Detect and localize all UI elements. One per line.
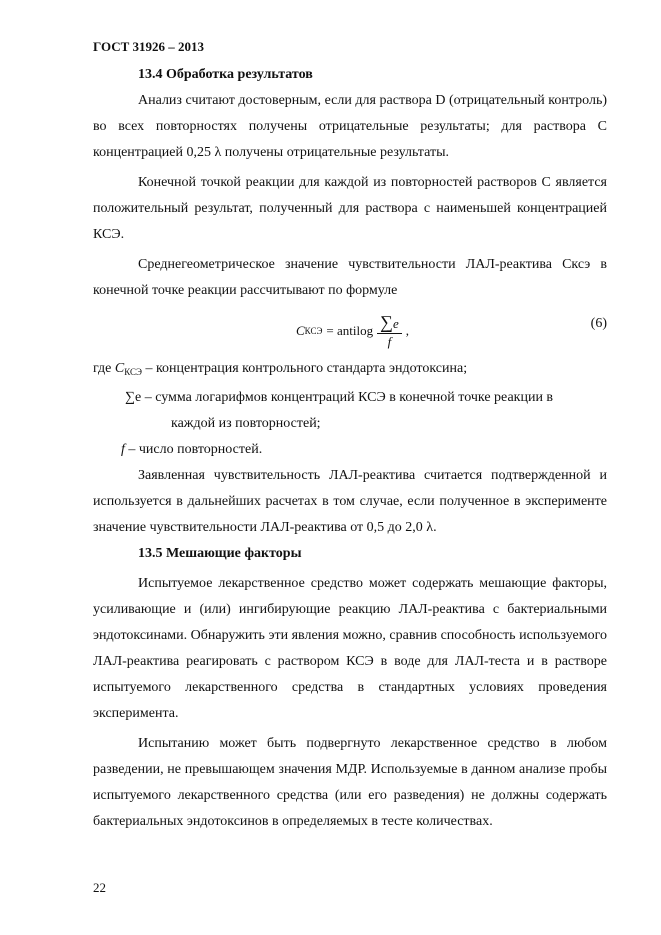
formula-6 [93,304,607,356]
paragraph: Среднегеометрическое значение чувствительности ЛАЛ-реактива Cксэ в конечной точке реакции рассчитывают по формуле [93,257,607,298]
definition-f [93,437,607,463]
formula-expression [296,312,409,350]
paragraph: Испытанию может быть подвергнуто лекарственное средство в любом разведении, не превышающем значения МДР. Используемые в данном анализе пробы испытуемого лекарственного средства (или его разведения) не должны содержать бактериальных эндотоксинов в определяемых в тесте количествах. [93,736,607,829]
definition-symbol: C [114,361,125,376]
formula-antilog: = antilog [326,323,374,338]
page-number: 22 [93,880,106,895]
definition-c-kse [93,356,607,385]
section-heading-13-4: 13.4 Обработка результатов [138,67,313,82]
definition-symbol: f [121,442,125,457]
definition-sum-e [93,385,607,437]
paragraph: Испытуемое лекарственное средство может содержать мешающие факторы, усиливающие и (или) ингибирующие реакцию ЛАЛ-реактива с бактериальными эндотоксинами. Обнаружить эти явления можно, сравнив способность используемого ЛАЛ-реактива реагировать с раствором КСЭ в воде для ЛАЛ-теста и в растворе испытуемого лекарственного средства в стандартных условиях проведения эксперимента. [93,576,607,721]
formula-tail: , [405,323,409,338]
definition-prefix: где [93,361,115,376]
formula-number: (6) [590,316,607,331]
formula-numerator: e [392,316,399,331]
definition-text: – число повторностей. [124,442,263,457]
definition-continuation: каждой из повторностей; [171,416,321,431]
definition-symbol: ∑e [125,390,142,405]
section-heading-13-5: 13.5 Мешающие факторы [138,546,302,561]
document-code: ГОСТ 31926 – 2013 [93,39,205,54]
definition-text: – сумма логарифмов концентраций КСЭ в конечной точке реакции в [141,390,554,405]
paragraph: Анализ считают достоверным, если для раствора D (отрицательный контроль) во всех повторностях получены отрицательные результаты; для раствора C концентрацией 0,25 λ получены отрицательные результаты. [93,93,607,160]
formula-fraction [377,312,402,350]
paragraph: Конечной точкой реакции для каждой из повторностей растворов C является положительный результат, полученный для раствора с наименьшей концентрацией КСЭ. [93,175,607,242]
definition-text: – концентрация контрольного стандарта эндотоксина; [141,361,468,376]
formula-denominator: f [387,334,392,349]
definition-symbol-subscript: КСЭ [124,367,142,377]
formula-sum-sign: ∑ [380,312,393,332]
paragraph: Заявленная чувствительность ЛАЛ-реактива считается подтвержденной и используется в дальнейших расчетах в том случае, если полученное в эксперименте значение чувствительности ЛАЛ-реактива от 0,5 до 2,0 λ. [93,468,607,535]
formula-lhs-subscript: КСЭ [304,326,323,336]
body-text [93,62,607,835]
formula-lhs: C [296,323,305,338]
